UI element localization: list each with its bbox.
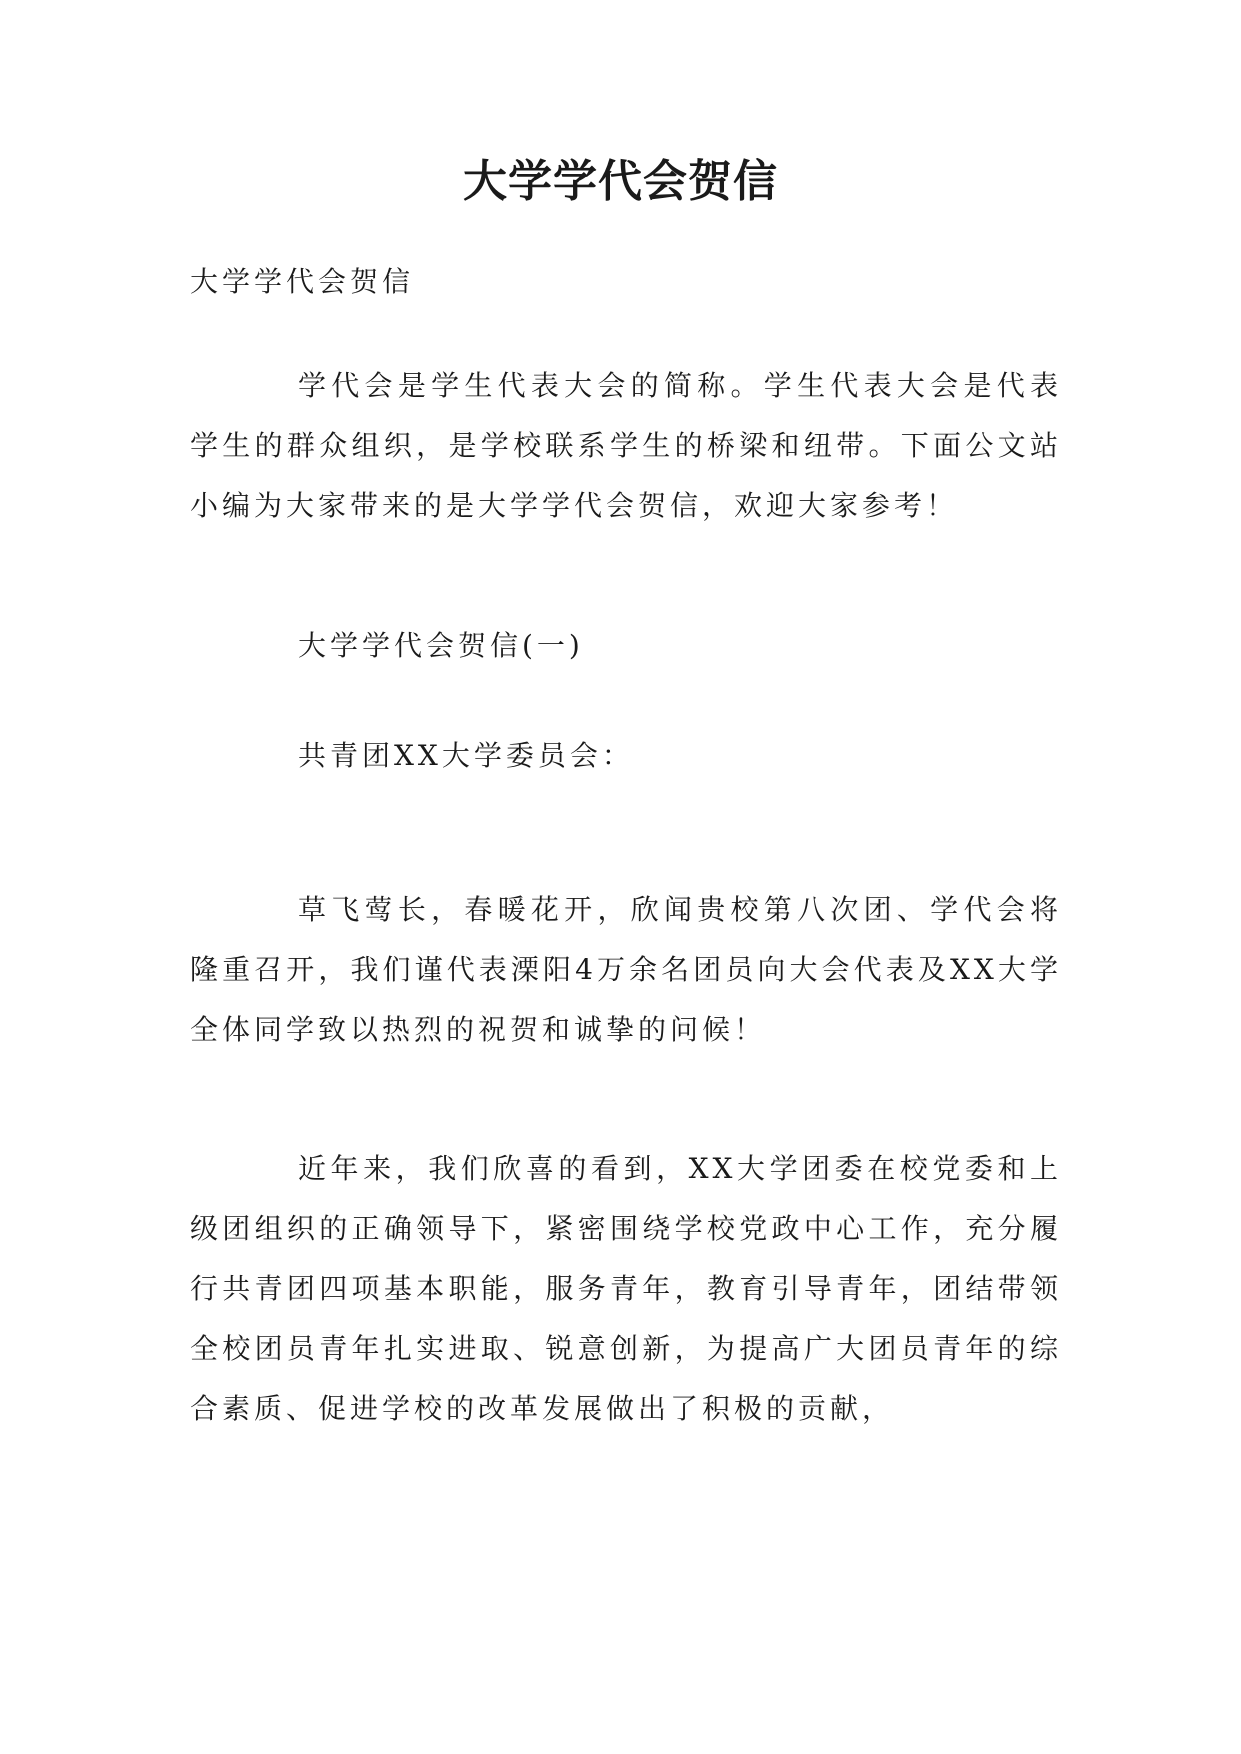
- section-heading: 大学学代会贺信(一): [298, 629, 584, 662]
- body-paragraph-1: 草飞莺长，春暖花开，欣闻贵校第八次团、学代会将隆重召开，我们谨代表溧阳4万余名团员向大会代表及XX大学全体同学致以热烈的祝贺和诚挚的问候！: [190, 893, 1062, 1046]
- document-subtitle: 大学学代会贺信: [190, 265, 415, 298]
- salutation: 共青团XX大学委员会：: [298, 739, 634, 772]
- body-paragraph-2: 近年来，我们欣喜的看到，XX大学团委在校党委和上级团组织的正确领导下，紧密围绕学校党政中心工作，充分履行共青团四项基本职能，服务青年，教育引导青年，团结带领全校团员青年扎实进取、锐意创新，为提高广大团员青年的综合素质、促进学校的改革发展做出了积极的贡献，: [190, 1152, 1062, 1425]
- document-title: 大学学代会贺信: [463, 156, 778, 207]
- intro-paragraph: 学代会是学生代表大会的简称。学生代表大会是代表学生的群众组织，是学校联系学生的桥梁和纽带。下面公文站小编为大家带来的是大学学代会贺信，欢迎大家参考！: [190, 369, 1062, 522]
